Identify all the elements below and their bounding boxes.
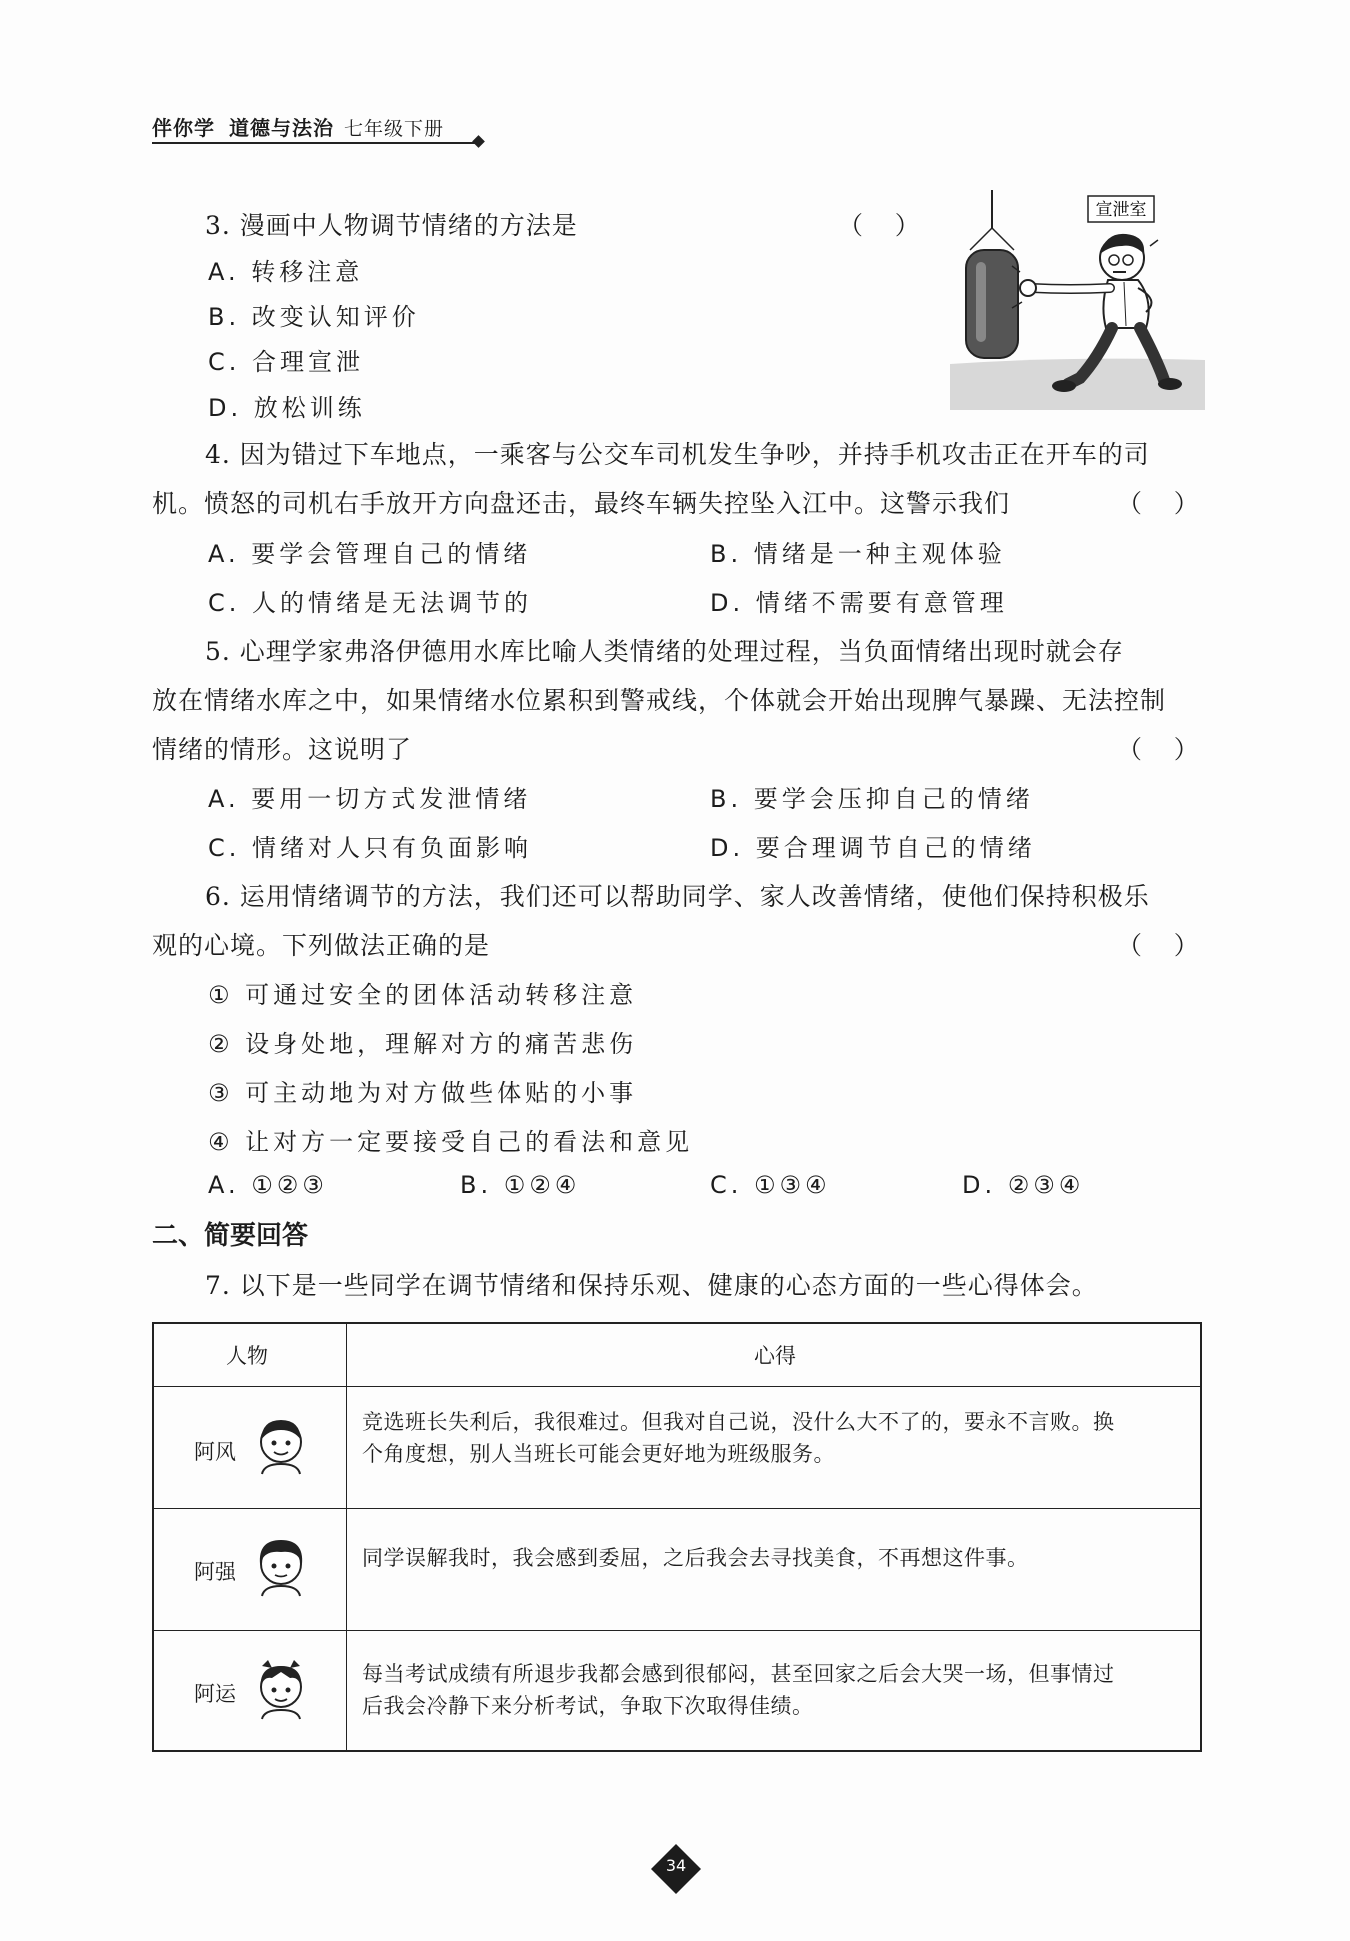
q7-stem: 7. 以下是一些同学在调节情绪和保持乐观、健康的心态方面的一些心得体会。 <box>205 1271 1098 1300</box>
q6-item-3: ③ 可主动地为对方做些体贴的小事 <box>208 1079 638 1107</box>
page-header <box>152 112 486 141</box>
experience-table <box>152 1322 1202 1752</box>
q6-option-c: C. ①③④ <box>710 1171 831 1199</box>
q4-option-b: B. 情绪是一种主观体验 <box>710 540 1006 568</box>
q3-option-a: A. 转移注意 <box>208 258 364 286</box>
q5-stem-line-2: 放在情绪水库之中，如果情绪水位累积到警戒线，个体就会开始出现脾气暴躁、无法控制 <box>152 686 1167 715</box>
punching-bag-cartoon <box>950 188 1205 410</box>
table-row-text: 竞选班长失利后，我很难过。但我对自己说，没什么大不了的，要永不言败。换 个角度想，别人当班长可能会更好地为班级服务。 <box>362 1410 1115 1466</box>
q6-stem-line-1: 6. 运用情绪调节的方法，我们还可以帮助同学、家人改善情绪，使他们保持积极乐 <box>205 882 1150 911</box>
header-subject: 道德与法治 <box>229 116 334 140</box>
table-header-insight: 心得 <box>754 1344 796 1368</box>
q3-option-b: B. 改变认知评价 <box>208 303 420 331</box>
q5-answer-paren: （ ） <box>1117 735 1199 764</box>
header-rule <box>152 142 478 144</box>
q5-stem-line-3: 情绪的情形。这说明了 <box>152 735 413 764</box>
q4-answer-paren: （ ） <box>1117 489 1199 518</box>
q6-option-b: B. ①②④ <box>460 1171 581 1199</box>
girl-avatar-icon <box>250 1654 312 1720</box>
q4-option-c: C. 人的情绪是无法调节的 <box>208 589 533 617</box>
q5-option-d: D. 要合理调节自己的情绪 <box>710 834 1036 862</box>
q5-option-c: C. 情绪对人只有负面影响 <box>208 834 533 862</box>
q4-option-a: A. 要学会管理自己的情绪 <box>208 540 532 568</box>
page-number: 34 <box>665 1856 687 1875</box>
q5-option-b: B. 要学会压抑自己的情绪 <box>710 785 1034 813</box>
q6-option-d: D. ②③④ <box>962 1171 1085 1199</box>
q3-stem: 3. 漫画中人物调节情绪的方法是 <box>205 211 578 240</box>
q5-option-a: A. 要用一切方式发泄情绪 <box>208 785 532 813</box>
q6-item-4: ④ 让对方一定要接受自己的看法和意见 <box>208 1128 694 1156</box>
q6-item-1: ① 可通过安全的团体活动转移注意 <box>208 981 638 1009</box>
q6-option-a: A. ①②③ <box>208 1171 328 1199</box>
boy-avatar-icon <box>250 1410 312 1476</box>
q3-answer-paren: （ ） <box>838 211 920 240</box>
table-row-name: 阿强 <box>194 1560 236 1584</box>
table-row-name: 阿风 <box>194 1440 236 1464</box>
q4-stem-line-1: 4. 因为错过下车地点，一乘客与公交车司机发生争吵，并持手机攻击正在开车的司 <box>205 440 1150 469</box>
q4-option-d: D. 情绪不需要有意管理 <box>710 589 1008 617</box>
q3-option-d: D. 放松训练 <box>208 394 366 422</box>
q6-item-2: ② 设身处地，理解对方的痛苦悲伤 <box>208 1030 638 1058</box>
q4-stem-line-2: 机。愤怒的司机右手放开方向盘还击，最终车辆失控坠入江中。这警示我们 <box>152 489 1011 518</box>
q6-answer-paren: （ ） <box>1117 931 1199 960</box>
q6-stem-line-2: 观的心境。下列做法正确的是 <box>152 931 491 960</box>
table-header-person: 人物 <box>226 1344 268 1368</box>
boy-dark-hair-avatar-icon <box>250 1532 312 1598</box>
cartoon-sign: 宣泄室 <box>1095 200 1147 220</box>
q5-stem-line-1: 5. 心理学家弗洛伊德用水库比喻人类情绪的处理过程，当负面情绪出现时就会存 <box>205 637 1124 666</box>
section-title: 二、简要回答 <box>152 1221 309 1251</box>
header-brand: 伴你学 <box>152 116 215 140</box>
table-row-text: 每当考试成绩有所退步我都会感到很郁闷，甚至回家之后会大哭一场，但事情过 后我会冷静下来分析考试，争取下次取得佳绩。 <box>362 1662 1115 1718</box>
table-row-text: 同学误解我时，我会感到委屈，之后我会去寻找美食，不再想这件事。 <box>362 1546 1029 1570</box>
q3-option-c: C. 合理宣泄 <box>208 348 365 376</box>
header-grade: 七年级下册 <box>344 118 445 140</box>
table-row-name: 阿运 <box>194 1682 236 1706</box>
